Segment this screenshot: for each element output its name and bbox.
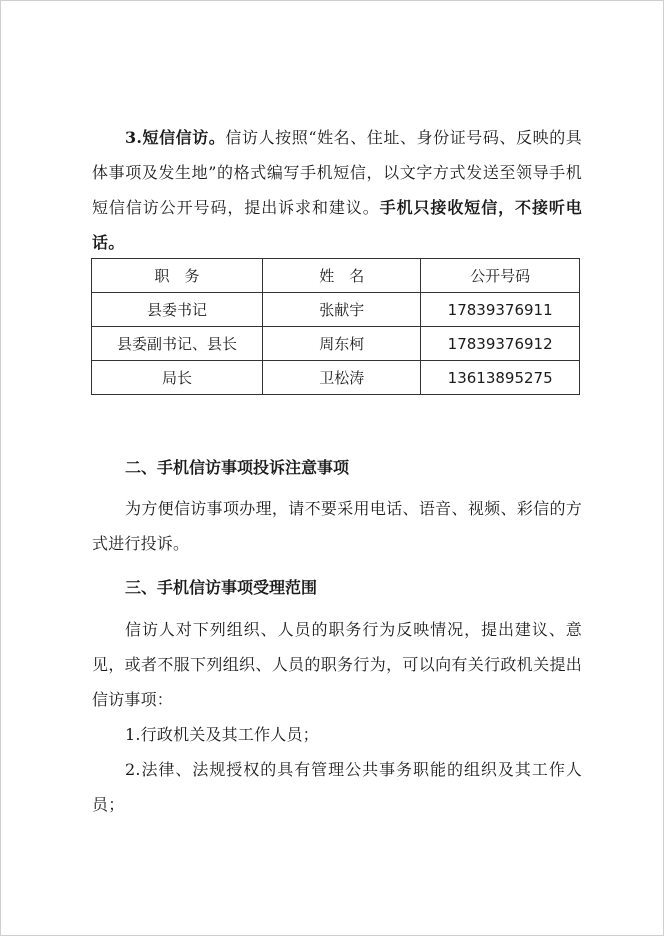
cell-number: 17839376912: [421, 327, 580, 361]
header-number: 公开号码: [421, 259, 580, 293]
cell-position: 县委书记: [92, 293, 263, 327]
header-position: 职 务: [92, 259, 263, 293]
table-row: [92, 327, 580, 361]
table-row: [92, 293, 580, 327]
cell-position: 县委副书记、县长: [92, 327, 263, 361]
section2-title: 二、手机信访事项投诉注意事项: [125, 458, 350, 477]
table-row: [92, 361, 580, 395]
list-item: 2.法律、法规授权的具有管理公共事务职能的组织及其工作人员；: [92, 760, 582, 814]
section2-body: 为方便信访事项办理，请不要采用电话、语音、视频、彩信的方式进行投诉。: [92, 499, 582, 553]
section3-body: 信访人对下列组织、人员的职务行为反映情况，提出建议、意见，或者不服下列组织、人员的职务行为，可以向有关行政机关提出信访事项：: [92, 620, 582, 709]
cell-position: 局长: [92, 361, 263, 395]
sms-label: 3.短信信访。: [125, 128, 226, 147]
sms-paragraph: [92, 120, 582, 260]
table-header-row: [92, 259, 580, 293]
list-item: 1.行政机关及其工作人员；: [125, 725, 319, 744]
sms-notice: 手机只接收短信，不接听电话。: [92, 198, 583, 252]
cell-number: 13613895275: [421, 361, 580, 395]
cell-number: 17839376911: [421, 293, 580, 327]
section3-title: 三、手机信访事项受理范围: [125, 578, 318, 597]
cell-name: 卫松涛: [263, 361, 421, 395]
cell-name: 周东柯: [263, 327, 421, 361]
cell-name: 张献宇: [263, 293, 421, 327]
sms-text: 信访人按照“姓名、住址、身份证号码、反映的具体事项及发生地”的格式编写手机短信，以文字方式发送至领导手机短信信访公开号码，提出诉求和建议。: [92, 128, 582, 217]
contacts-table: [91, 258, 580, 395]
header-name: 姓 名: [263, 259, 421, 293]
